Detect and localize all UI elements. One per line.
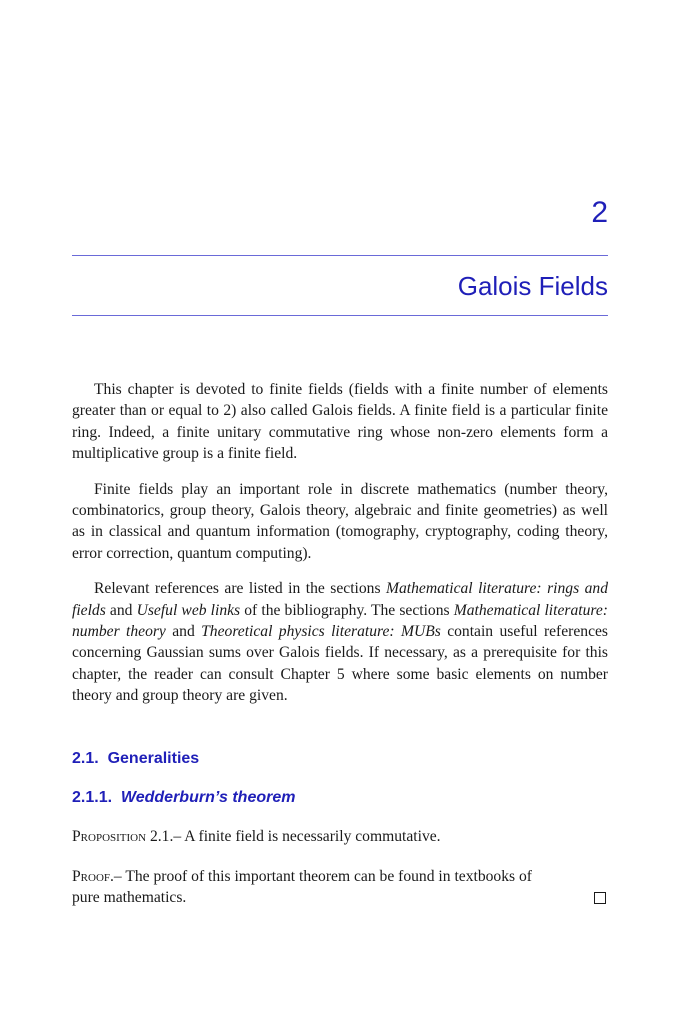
- proof: [72, 866, 608, 909]
- chapter-rule-bottom: [72, 315, 608, 316]
- intro-paragraph-2: Finite fields play an important role in discrete mathematics (number theory, combinatorics, group theory, Galois theory, algebraic and finite geometries) as well as in classical and quantum information (tomography, cryptography, coding theory, error correction, quantum computing).: [72, 480, 608, 562]
- proof-label: Proof.–: [72, 868, 122, 885]
- intro-paragraph-3: [72, 578, 608, 706]
- p3-text-2: and: [105, 601, 137, 619]
- ref-rings-and-fields: Mathematical literature: rings and fields: [72, 580, 609, 619]
- subsection-title: Wedderburn’s theorem: [120, 789, 296, 806]
- section-heading-2-1: [72, 749, 199, 769]
- section-number: 2.1.: [72, 750, 99, 767]
- proposition-2-1: [72, 826, 608, 847]
- p3-text-1: Relevant references are listed in the sections: [94, 580, 387, 598]
- intro-paragraph-1: This chapter is devoted to finite fields (fields with a finite number of elements greater than or equal to 2) also called Galois fields. A finite field is a particular finite ring. Indeed, a finite unitary commutative ring whose non-zero elements form a multiplicative group is a finite field.: [72, 381, 608, 463]
- subsection-number: 2.1.1.: [72, 789, 113, 806]
- p3-text-4: and: [165, 623, 202, 641]
- proof-line-2: [72, 887, 608, 908]
- ref-mubs: Theoretical physics literature: MUBs: [201, 623, 441, 641]
- intro-text: [72, 379, 608, 721]
- chapter-title: Galois Fields: [457, 271, 608, 301]
- ref-useful-web-links: Useful web links: [136, 601, 241, 619]
- p3-text-3: of the bibliography. The sections: [240, 601, 454, 619]
- section-heading-2-1-1: [72, 788, 295, 808]
- chapter-rule-top: [72, 255, 608, 256]
- proposition-number: 2.1.–: [149, 828, 182, 845]
- proposition-label: Proposition: [72, 828, 147, 845]
- p3-text-5: contain useful references concerning Gaussian sums over Galois fields. If necessary, as a prerequisite for this chapter, the reader can consult Chapter 5 where some basic elements on number theory and group theory are given.: [72, 623, 608, 705]
- proposition-text: A finite field is necessarily commutative.: [181, 828, 441, 845]
- chapter-number: 2: [591, 196, 608, 229]
- section-title: Generalities: [107, 750, 200, 767]
- ref-number-theory: Mathematical literature: number theory: [72, 601, 608, 641]
- proof-line-1: [72, 866, 608, 887]
- qed-square-icon: [594, 892, 606, 904]
- proof-text-1: The proof of this important theorem can be found in textbooks of: [121, 868, 532, 885]
- proof-text-2: pure mathematics.: [72, 889, 187, 907]
